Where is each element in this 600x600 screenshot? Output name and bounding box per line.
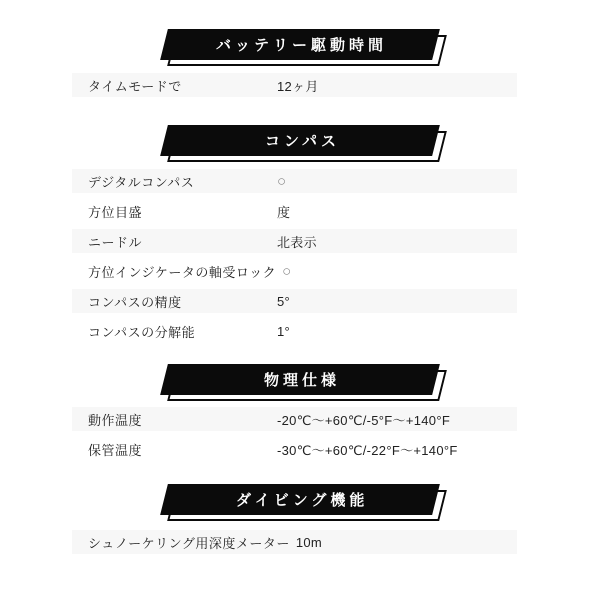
circle-mark-icon: ○ [277, 172, 287, 190]
table-row [72, 407, 517, 431]
table-row [72, 169, 517, 193]
table-row [72, 229, 517, 253]
spec-value: 1° [277, 323, 291, 339]
table-row [72, 437, 517, 461]
table-row [72, 199, 517, 223]
spec-label: 保管温度 [88, 442, 143, 458]
spec-label: 方位インジケータの軸受ロック [88, 264, 277, 280]
table-row [72, 530, 517, 554]
section-title-battery: バッテリー駆動時間 [216, 37, 388, 54]
spec-label: 動作温度 [88, 412, 143, 428]
section-title-compass: コンパス [264, 133, 340, 150]
section-banner-battery [164, 29, 436, 60]
section-banner-physical [164, 364, 436, 395]
spec-table-physical [72, 407, 517, 461]
spec-value: -20℃〜+60℃/-5°F〜+140°F [277, 412, 451, 428]
spec-value: 5° [277, 293, 291, 309]
spec-label: タイムモードで [88, 78, 182, 94]
spec-label: ニードル [88, 234, 143, 250]
spec-value: 度 [277, 204, 291, 220]
spec-label: シュノーケリング用深度メーター [88, 535, 290, 551]
table-row [72, 289, 517, 313]
table-row [72, 259, 517, 283]
spec-label: コンパスの精度 [88, 294, 182, 310]
circle-mark-icon: ○ [282, 262, 292, 280]
banner-face [160, 125, 440, 156]
table-row [72, 73, 517, 97]
spec-value: -30℃〜+60℃/-22°F〜+140°F [277, 442, 458, 458]
spec-table-compass [72, 169, 517, 343]
section-title-physical: 物理仕様 [263, 372, 340, 389]
spec-label: 方位目盛 [88, 204, 143, 220]
spec-value: 12ヶ月 [277, 78, 319, 94]
spec-value: 10m [295, 534, 323, 550]
banner-face [160, 29, 440, 60]
banner-face [160, 484, 440, 515]
section-title-diving: ダイビング機能 [235, 492, 369, 509]
section-banner-compass [164, 125, 436, 156]
banner-face [160, 364, 440, 395]
spec-table-battery [72, 73, 517, 97]
section-banner-diving [164, 484, 436, 515]
table-row [72, 319, 517, 343]
spec-label: デジタルコンパス [88, 174, 195, 190]
spec-value: 北表示 [277, 234, 317, 250]
spec-table-diving [72, 530, 517, 554]
spec-label: コンパスの分解能 [88, 324, 196, 340]
